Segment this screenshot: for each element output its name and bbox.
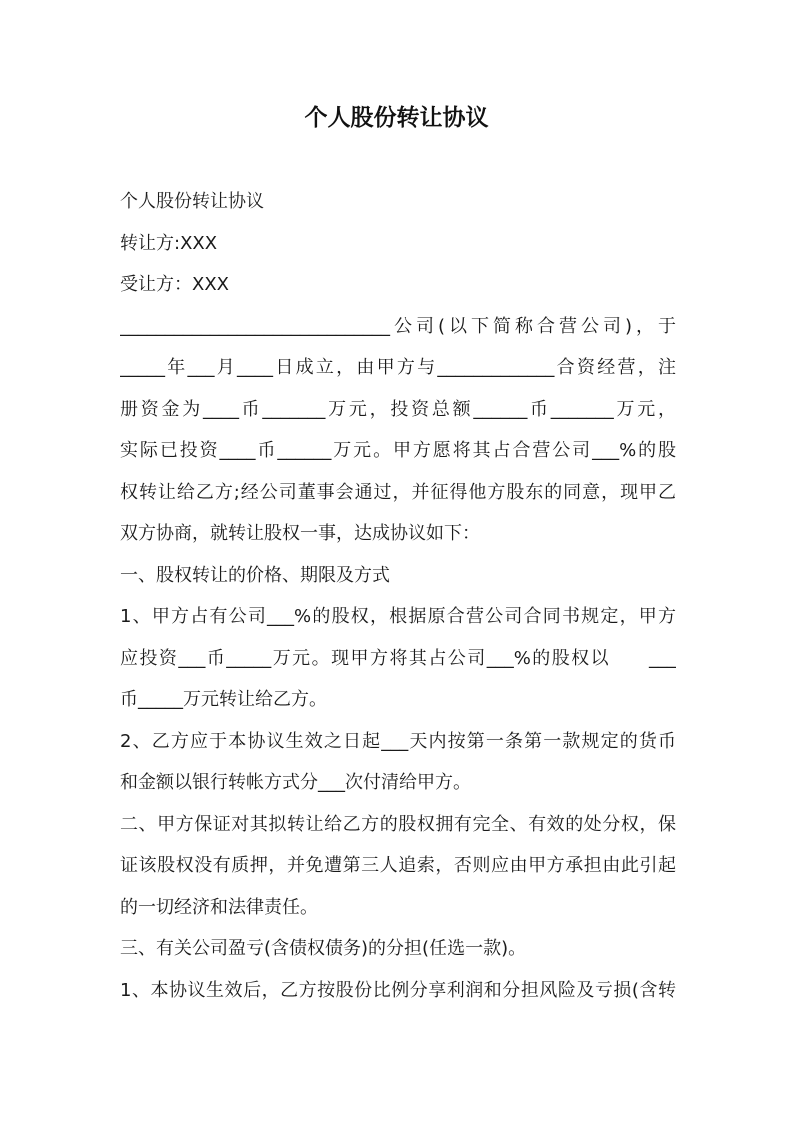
body-line: 权转让给乙方;经公司董事会通过，并征得他方股东的同意，现甲乙	[120, 481, 676, 503]
body-line: 的一切经济和法律责任。	[120, 896, 318, 918]
body-line: 币_____万元转让给乙方。	[120, 689, 327, 710]
body-line: _____年___月____日成立，由甲方与_____________合资经营，注	[120, 357, 676, 378]
body-line: 和金额以银行转帐方式分___次付清给甲方。	[120, 772, 471, 793]
document-title: 个人股份转让协议	[304, 105, 489, 131]
body-line: 二、甲方保证对其拟转让给乙方的股权拥有完全、有效的处分权，保	[120, 813, 676, 835]
body-line: 双方协商，就转让股权一事，达成协议如下：	[120, 523, 480, 544]
body-line: 证该股权没有质押，并免遭第三人追索，否则应由甲方承担由此引起	[120, 855, 676, 876]
body-line: ______________________________公司(以下简称合营公司)，于	[120, 315, 676, 337]
body-line: 应投资___币_____万元。现甲方将其占公司___%的股权以 ___	[120, 647, 676, 669]
body-line: 2、乙方应于本协议生效之日起___天内按第一条第一款规定的货币	[120, 730, 676, 752]
body-line: 一、股权转让的价格、期限及方式	[120, 564, 390, 586]
body-line: 转让方:XXX	[120, 232, 218, 254]
body-line: 1、本协议生效后，乙方按股份比例分享利润和分担风险及亏损(含转	[120, 979, 676, 1001]
body-line: 册资金为____币_______万元，投资总额______币_______万元，	[120, 398, 676, 420]
document-body	[120, 181, 676, 1011]
body-line: 实际已投资____币______万元。甲方愿将其占合营公司___%的股	[120, 440, 676, 461]
body-line: 三、有关公司盈亏(含债权债务)的分担(任选一款)。	[120, 938, 527, 959]
body-line: 受让方：XXX	[120, 274, 229, 295]
body-line: 个人股份转让协议	[120, 191, 264, 212]
body-line: 1、甲方占有公司___%的股权，根据原合营公司合同书规定，甲方	[120, 606, 676, 627]
